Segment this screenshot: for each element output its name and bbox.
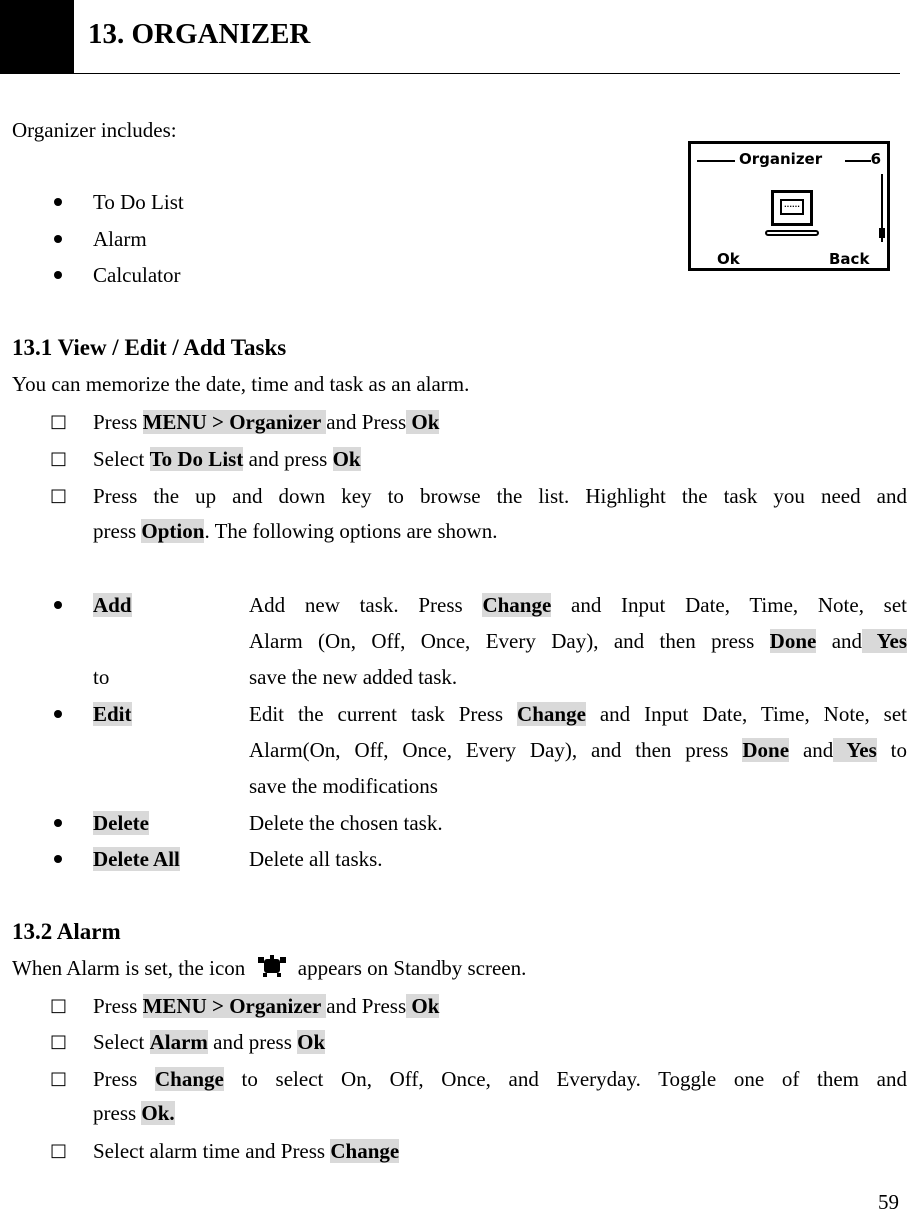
option-edit-desc-3: save the modifications (249, 774, 438, 798)
section-desc (12, 955, 526, 981)
section-heading: 13.1 View / Edit / Add Tasks (12, 335, 287, 360)
key-highlight: Delete (93, 811, 149, 835)
computer-icon (771, 190, 813, 226)
desc-text: appears on Standby screen. (292, 956, 527, 980)
desc-text: and (789, 738, 834, 762)
step-text: Press (93, 994, 143, 1018)
key-highlight: Yes (833, 738, 877, 762)
bullet-icon (54, 198, 62, 206)
step-text: Press (93, 1067, 156, 1091)
section-desc: You can memorize the date, time and task as an alarm. (12, 372, 470, 396)
list-item: Alarm (93, 227, 147, 251)
option-delete-desc: Delete the chosen task. (249, 811, 443, 835)
key-highlight: Change (155, 1067, 224, 1091)
key-highlight: Option (141, 519, 205, 543)
option-add-label (93, 592, 132, 618)
desc-text: Alarm(On, Off, Once, Every Day), and then press (249, 738, 743, 762)
step-1 (93, 409, 439, 435)
key-highlight: MENU > Organizer (142, 994, 327, 1018)
desc-text: When Alarm is set, the icon (12, 956, 251, 980)
computer-icon-screen: ...... (780, 199, 804, 215)
step-text: . The following options are shown. (204, 519, 498, 543)
page-number: 59 (878, 1190, 899, 1214)
alarm-step-4 (93, 1138, 399, 1164)
option-delete-all-desc: Delete all tasks. (249, 847, 383, 871)
key-highlight: Change (482, 593, 552, 617)
desc-text: Alarm (On, Off, Once, Every Day), and then press (249, 629, 770, 653)
desc-text: Edit the current task Press (249, 702, 518, 726)
step-checkbox-icon: □ (50, 1140, 68, 1161)
bullet-icon (54, 819, 62, 827)
key-highlight: Done (742, 738, 790, 762)
softkey-ok: Ok (717, 250, 740, 268)
alarm-step-3-line1 (93, 1066, 907, 1092)
key-highlight: Ok (406, 410, 440, 434)
option-add-desc-2 (249, 628, 907, 654)
alarm-icon (255, 955, 289, 979)
title-rule-left (697, 160, 735, 162)
option-edit-desc-1 (249, 701, 907, 727)
step-checkbox-icon: □ (50, 448, 68, 469)
desc-text: to (876, 738, 907, 762)
section-heading: 13.2 Alarm (12, 919, 121, 944)
desc-text: and Input Date, Time, Note, set (551, 593, 907, 617)
option-delete-all-label (93, 846, 180, 872)
screen-title-bar (695, 150, 881, 168)
key-highlight: Delete All (93, 847, 180, 871)
key-highlight: Ok (406, 994, 440, 1018)
alarm-step-2 (93, 1029, 325, 1055)
bullet-icon (54, 271, 62, 279)
step-3-line2 (93, 518, 497, 544)
step-text: Select (93, 1030, 150, 1054)
step-text: and press (207, 1030, 298, 1054)
step-3-line1: Press the up and down key to browse the list. Highlight the task you need and (93, 484, 907, 508)
option-add-desc-3: save the new added task. (249, 665, 458, 689)
desc-text: and Input Date, Time, Note, set (585, 702, 907, 726)
bullet-icon (54, 601, 62, 609)
list-item: Calculator (93, 263, 181, 287)
key-highlight: Ok (297, 1030, 326, 1054)
alarm-step-1 (93, 993, 439, 1019)
step-checkbox-icon: □ (50, 411, 68, 432)
intro-text: Organizer includes: (12, 118, 177, 142)
step-text: Press (93, 410, 143, 434)
alarm-step-3-line2 (93, 1100, 175, 1126)
bullet-icon (54, 235, 62, 243)
step-text: and press (243, 447, 333, 471)
key-highlight: Done (769, 629, 817, 653)
option-edit-desc-2 (249, 737, 907, 763)
step-text: press (93, 519, 142, 543)
step-2 (93, 446, 361, 472)
softkey-back: Back (829, 250, 870, 268)
step-checkbox-icon: □ (50, 1031, 68, 1052)
chapter-divider (74, 73, 900, 74)
bullet-icon (54, 855, 62, 863)
key-highlight: Yes (862, 629, 907, 653)
computer-icon-keyboard (765, 230, 819, 236)
scrollbar-thumb (879, 228, 885, 238)
step-checkbox-icon: □ (50, 485, 68, 506)
key-highlight: Ok. (141, 1101, 175, 1125)
organizer-screen-image (688, 141, 890, 271)
key-highlight: Add (93, 593, 132, 617)
key-highlight: Change (517, 702, 586, 726)
step-text: Select alarm time and Press (93, 1139, 331, 1163)
step-text: to select On, Off, Once, and Everyday. Toggle one of them and (223, 1067, 907, 1091)
list-item: To Do List (93, 190, 184, 214)
screen-title: Organizer (739, 150, 823, 168)
desc-text: Add new task. Press (249, 593, 483, 617)
option-edit-label (93, 701, 132, 727)
title-rule-right (845, 160, 871, 162)
key-highlight: MENU > Organizer (142, 410, 327, 434)
option-add-to: to (93, 665, 110, 689)
chapter-title: 13. ORGANIZER (88, 18, 311, 50)
key-highlight: To Do List (149, 447, 244, 471)
option-delete-label (93, 810, 149, 836)
desc-text: and (816, 629, 863, 653)
key-highlight: Change (330, 1139, 400, 1163)
bullet-icon (54, 710, 62, 718)
step-text: Select (93, 447, 150, 471)
key-highlight: Alarm (149, 1030, 208, 1054)
screen-menu-number: 6 (870, 150, 881, 168)
step-checkbox-icon: □ (50, 995, 68, 1016)
option-add-desc-1 (249, 592, 907, 618)
step-text: and Press (326, 994, 407, 1018)
key-highlight: Ok (332, 447, 361, 471)
chapter-marker (0, 0, 74, 74)
step-text: press (93, 1101, 142, 1125)
key-highlight: Edit (93, 702, 132, 726)
step-text: and Press (326, 410, 407, 434)
step-checkbox-icon: □ (50, 1068, 68, 1089)
